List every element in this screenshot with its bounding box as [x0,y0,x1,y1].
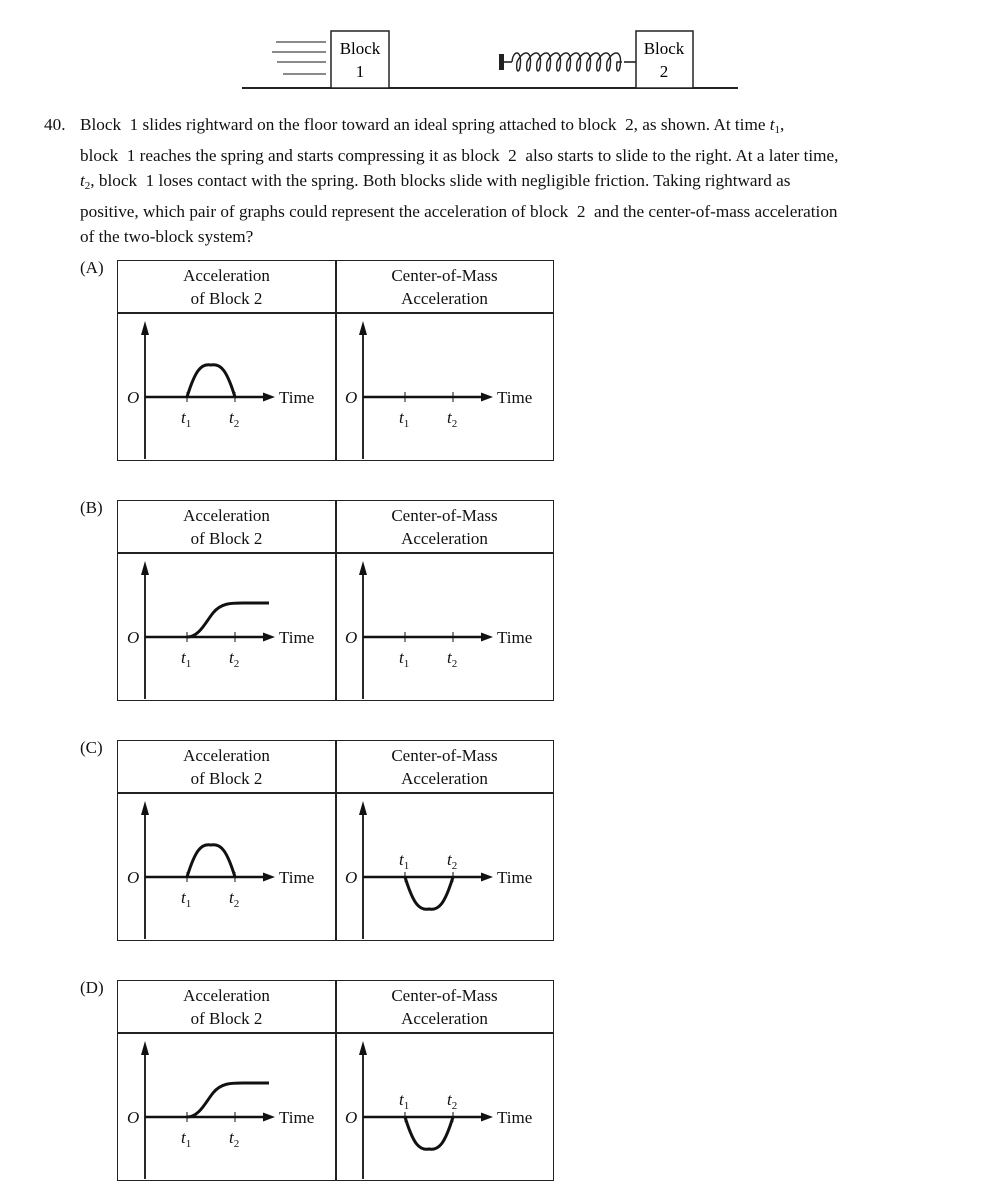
com-graph-x-arrow-icon [481,873,493,882]
block2-graph-t2-label: $t_2$ [229,648,240,670]
com-graph-origin-label: O [345,628,358,647]
header-line: Acceleration [401,289,488,308]
header-com-acceleration [336,504,553,550]
block2-graph-x-arrow-icon [263,1113,275,1122]
block2-graph-t2-label: $t_2$ [229,888,240,910]
com-graph-axis-label: Time [497,628,533,647]
graphs-svg [118,1033,552,1179]
com-graph-axis-label: Time [497,868,533,887]
com-graph-x-arrow-icon [481,633,493,642]
com-graph-y-arrow-icon [359,1041,367,1055]
header-line: Acceleration [401,1009,488,1028]
com-graph-t2-label: $t_2$ [447,408,458,430]
block2-graph-t1-label: $t_1$ [181,648,192,670]
com-graph-y-arrow-icon [359,321,367,335]
com-graph-origin-label: O [345,388,358,407]
block2-graph-origin-label: O [127,388,140,407]
header-com-acceleration [336,264,553,310]
spring-coil [512,53,622,71]
header-line: Acceleration [401,769,488,788]
block2-graph-t1-label: $t_1$ [181,408,192,430]
com-graph-x-arrow-icon [481,1113,493,1122]
graph-table [117,740,554,941]
com-graph-axis-label: Time [497,1108,533,1127]
header-line: Acceleration [183,986,270,1005]
com-graph-t1-label: $t_1$ [399,648,410,670]
graph-table [117,260,554,461]
option-letter: (C) [80,738,103,757]
block2-graph-axis-label: Time [279,628,315,647]
header-block2-acceleration [118,744,335,790]
block2-graph-curve [187,603,269,637]
block2-graph-axis-label: Time [279,1108,315,1127]
com-graph-t1-label: $t_1$ [399,1090,410,1112]
block-2-label-line2: 2 [659,62,669,81]
block2-graph-y-arrow-icon [141,561,149,575]
block2-graph-t2-label: $t_2$ [229,408,240,430]
option-letter: (D) [80,978,104,997]
block2-graph-t1-label: $t_1$ [181,1128,192,1150]
question-block [44,112,944,249]
motion-lines-icon [272,42,326,74]
com-graph-curve [405,877,453,909]
spring-end-plate [499,54,504,70]
graph-table [117,500,554,701]
block2-graph-y-arrow-icon [141,321,149,335]
block2-graph-t2-label: $t_2$ [229,1128,240,1150]
com-graph-x-arrow-icon [481,393,493,402]
graphs-svg [118,553,552,699]
header-line: Center-of-Mass [391,266,498,285]
block-1-label-line2: 1 [355,62,365,81]
header-line: Acceleration [183,506,270,525]
block2-graph-origin-label: O [127,628,140,647]
com-graph-t2-label: $t_2$ [447,1090,458,1112]
block2-graph-origin-label: O [127,1108,140,1127]
header-block2-acceleration [118,264,335,310]
com-graph-y-arrow-icon [359,801,367,815]
block2-graph-curve [187,365,235,397]
header-line: of Block 2 [190,289,263,308]
header-com-acceleration [336,984,553,1030]
com-graph-t1-label: $t_1$ [399,408,410,430]
com-graph-t1-label: $t_1$ [399,850,410,872]
com-graph-t2-label: $t_2$ [447,648,458,670]
block-spring-diagram [0,0,984,100]
block2-graph-curve [187,845,235,877]
block2-graph-x-arrow-icon [263,393,275,402]
block-2-label-line1: Block [643,39,685,58]
header-line: Acceleration [183,746,270,765]
block2-graph-x-arrow-icon [263,633,275,642]
graphs-svg [118,313,552,459]
block-1-label-line1: Block [339,39,381,58]
header-line: of Block 2 [190,769,263,788]
header-line: Center-of-Mass [391,746,498,765]
header-line: Center-of-Mass [391,986,498,1005]
header-com-acceleration [336,744,553,790]
header-block2-acceleration [118,984,335,1030]
block2-graph-axis-label: Time [279,388,315,407]
option-letter: (A) [80,258,104,277]
graphs-svg [118,793,552,939]
block2-graph-curve [187,1083,269,1117]
option-letter: (B) [80,498,103,517]
block2-graph-x-arrow-icon [263,873,275,882]
block2-graph-origin-label: O [127,868,140,887]
com-graph-y-arrow-icon [359,561,367,575]
com-graph-axis-label: Time [497,388,533,407]
block2-graph-axis-label: Time [279,868,315,887]
header-line: of Block 2 [190,1009,263,1028]
question-number: 40. [44,115,66,134]
header-line: of Block 2 [190,529,263,548]
header-block2-acceleration [118,504,335,550]
header-line: Center-of-Mass [391,506,498,525]
block2-graph-t1-label: $t_1$ [181,888,192,910]
com-graph-origin-label: O [345,1108,358,1127]
com-graph-curve [405,1117,453,1149]
header-line: Acceleration [183,266,270,285]
com-graph-t2-label: $t_2$ [447,850,458,872]
block2-graph-y-arrow-icon [141,1041,149,1055]
question-text: Block 1 slides rightward on the floor toward an ideal spring attached to block 2, as shown. At time $t_1$, block 1 reaches the spring and starts compressing it as block 2 also starts to slide to the right. At a later time, $t_2$, block 1 loses contact with the spring. Both blocks slide with negligible friction. Taking rightward as positive, which pair of graphs could represent the acceleration of block 2 and the center-of-mass acceleration of the two-block system? [80,115,839,246]
header-line: Acceleration [401,529,488,548]
com-graph-origin-label: O [345,868,358,887]
block2-graph-y-arrow-icon [141,801,149,815]
graph-table [117,980,554,1181]
